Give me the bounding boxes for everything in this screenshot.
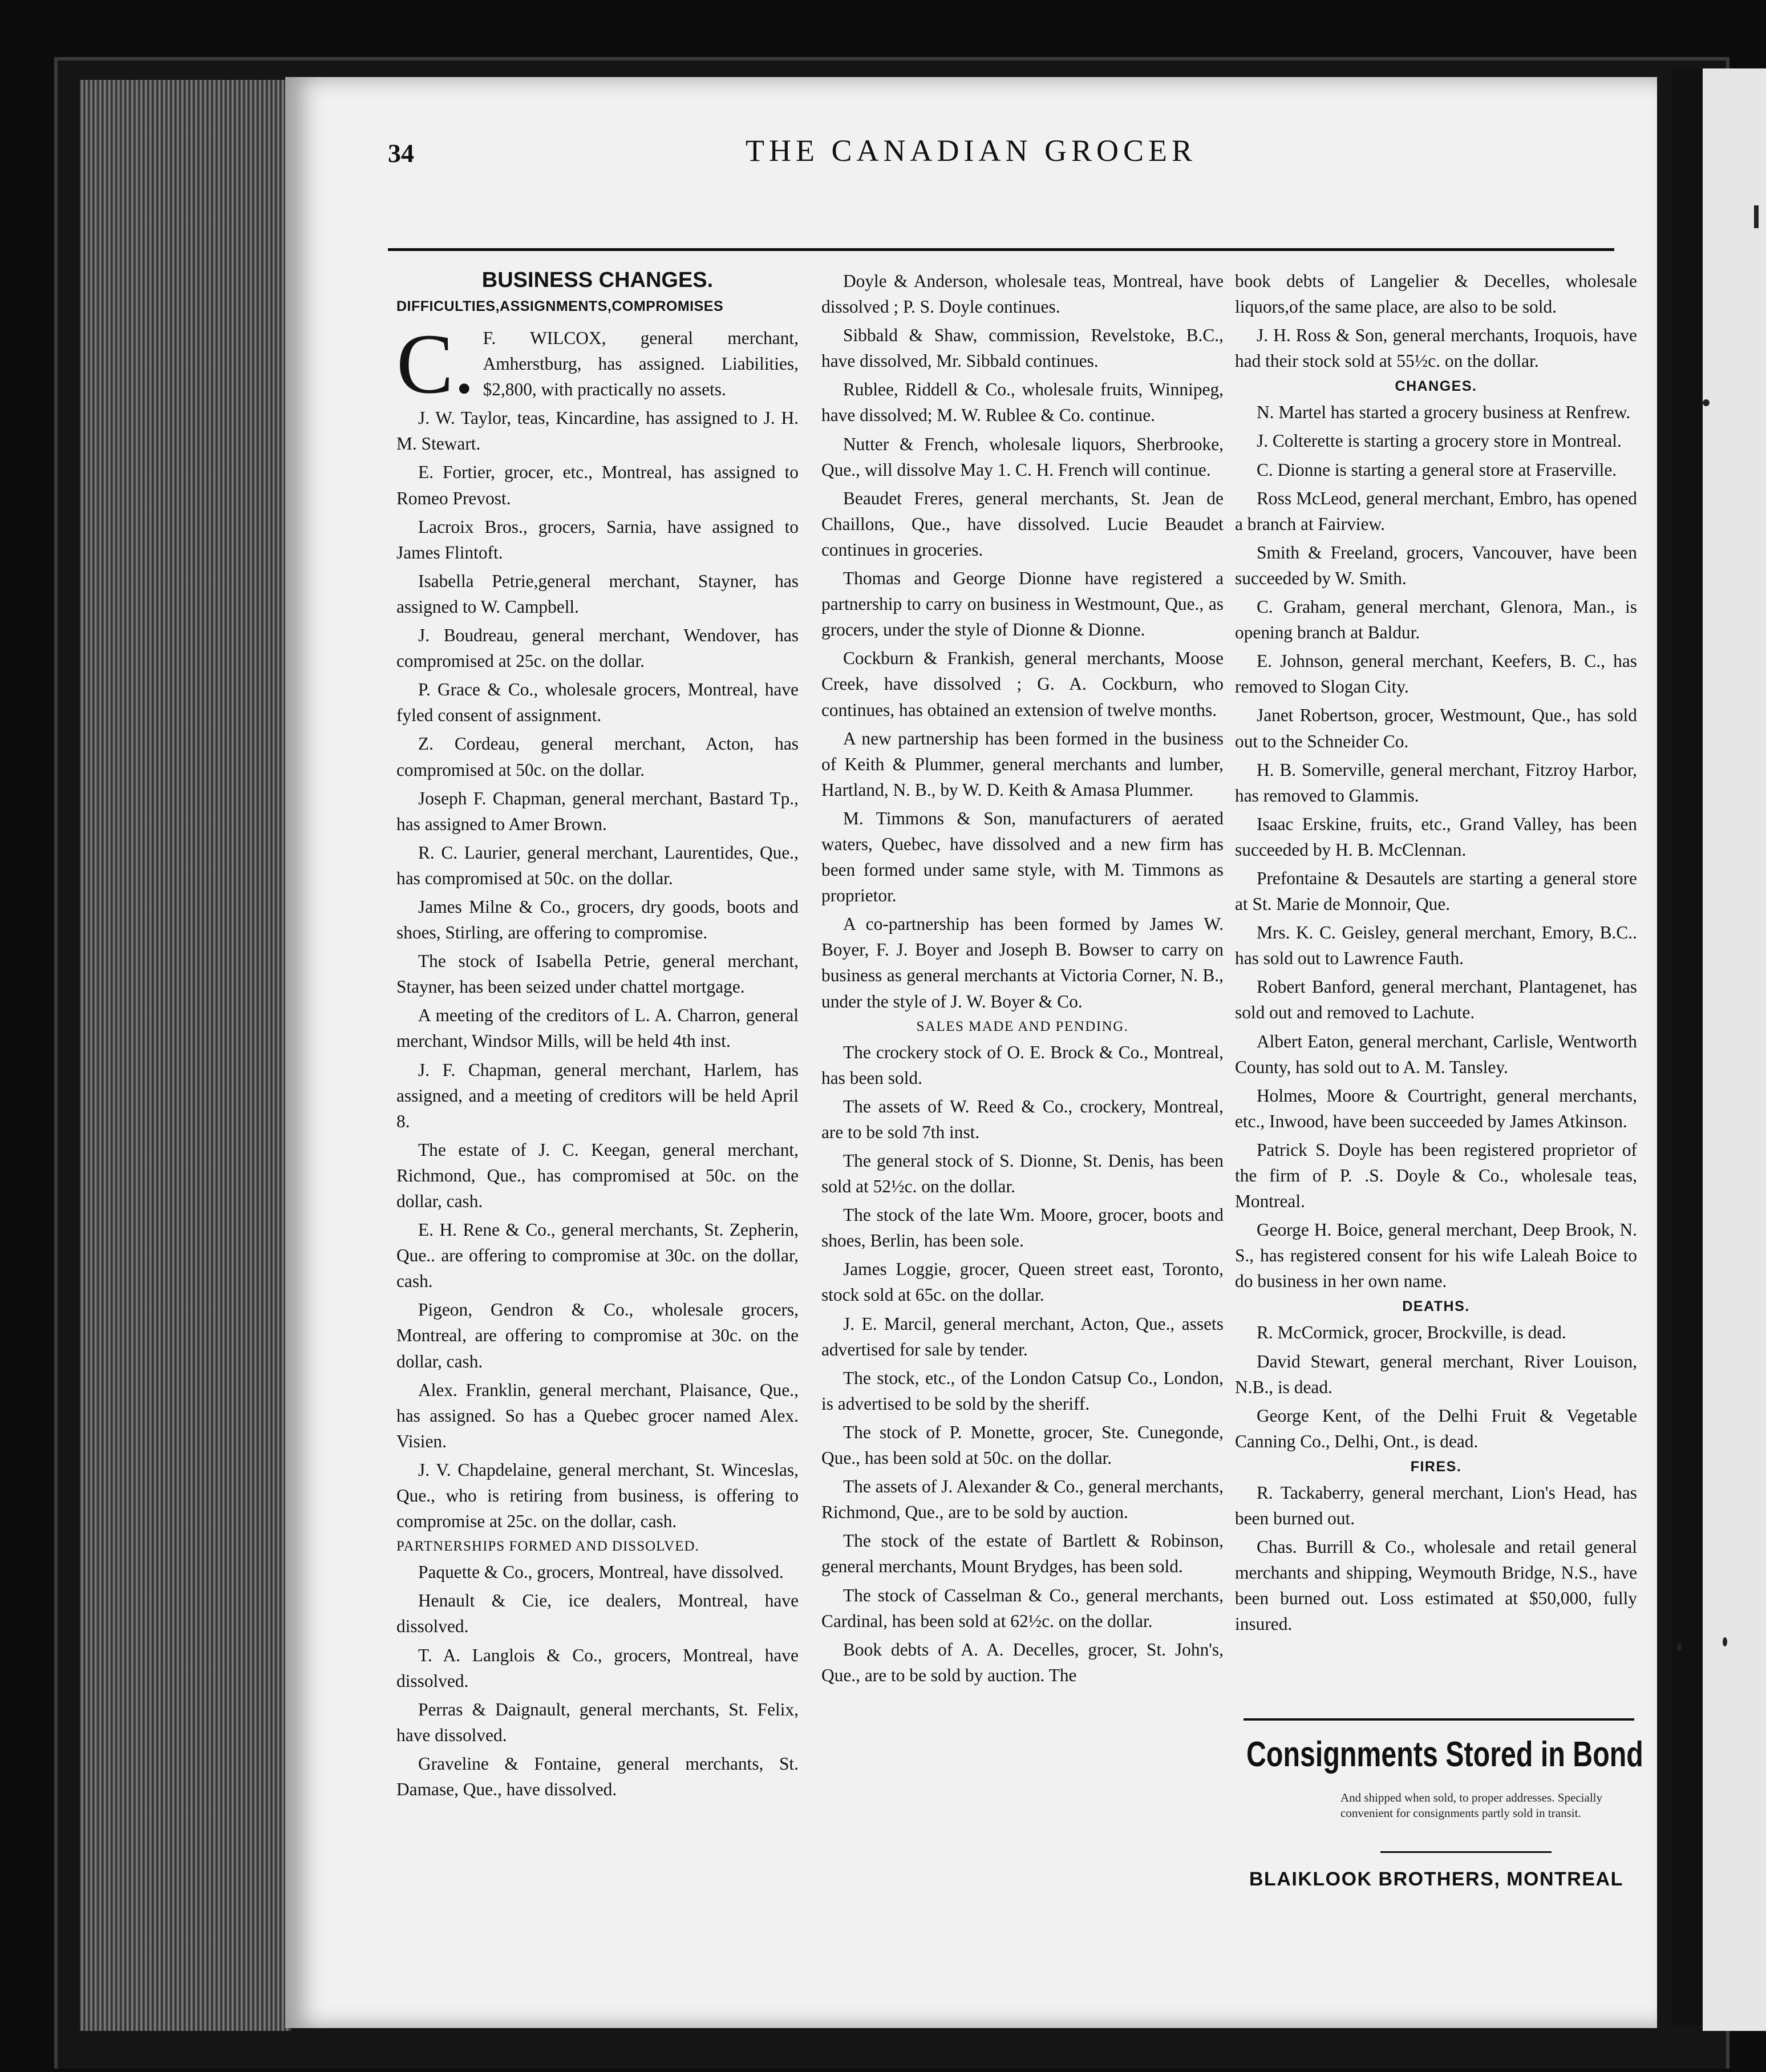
list-item: J. Boudreau, general merchant, Wendover, has compromised at 25c. on the dollar. (396, 625, 799, 671)
list-item: E. H. Rene & Co., general merchants, St. Zepherin, Que.. are offering to compromise at 30c. on the dollar, cash. (396, 1220, 799, 1292)
list-item: Patrick S. Doyle has been registered proprietor of the firm of P. .S. Doyle & Co., wholesale teas, Montreal. (1235, 1139, 1637, 1212)
list-item: Paquette & Co., grocers, Montreal, have dissolved. (418, 1562, 784, 1583)
list-item: A meeting of the creditors of L. A. Charron, general merchant, Windsor Mills, will be held 4th inst. (396, 1005, 799, 1051)
list-item: George H. Boice, general merchant, Deep Brook, N. S., has registered consent for his wife Laleah Boice to do business in her own name. (1235, 1220, 1637, 1292)
list-item: Doyle & Anderson, wholesale teas, Montreal, have dissolved ; P. S. Doyle continues. (821, 271, 1224, 317)
section-heading: BUSINESS CHANGES. (481, 268, 714, 292)
list-item: Beaudet Freres, general merchants, St. Jean de Chaillons, Que., have dissolved. Lucie Beaudet continues in groceries. (821, 488, 1224, 560)
list-item: Holmes, Moore & Courtright, general merchants, etc., Inwood, have been succeeded by James Atkinson. (1235, 1085, 1637, 1131)
advertisement-top-rule (1244, 1718, 1634, 1721)
list-item: A new partnership has been formed in the business of Keith & Plummer, general merchants and lumber, Hartland, N. B., by W. D. Keith & Amasa Plummer. (821, 728, 1224, 800)
list-item: J. Colterette is starting a grocery store in Montreal. (1257, 431, 1622, 451)
list-item: J. H. Ross & Son, general merchants, Iroquois, have had their stock sold at 55½c. on the dollar. (1235, 325, 1637, 371)
entry-list-deaths (1235, 1320, 1637, 1454)
list-item: The general stock of S. Dionne, St. Denis, has been sold at 52½c. on the dollar. (821, 1151, 1224, 1197)
list-item: The stock of Casselman & Co., general merchants, Cardinal, has been sold at 62½c. on the dollar. (821, 1585, 1224, 1631)
list-item: James Milne & Co., grocers, dry goods, boots and shoes, Stirling, are offering to compromise. (396, 896, 799, 943)
list-item: Ross McLeod, general merchant, Embro, has opened a branch at Fairview. (1235, 488, 1637, 534)
section-subheading-deaths: DEATHS. (1402, 1298, 1470, 1315)
list-item: R. McCormick, grocer, Brockville, is dead. (1257, 1322, 1566, 1343)
entry-list (1235, 322, 1637, 374)
continued-entry: book debts of Langelier & Decelles, wholesale liquors,of the same place, are also to be sold. (1235, 271, 1637, 317)
list-item: The stock, etc., of the London Catsup Co., London, is advertised to be sold by the sheriff. (821, 1367, 1224, 1414)
page-number: 34 (388, 139, 414, 168)
list-item: J. W. Taylor, teas, Kincardine, has assigned to J. H. M. Stewart. (396, 408, 799, 454)
masthead-rule (388, 248, 1614, 251)
facing-page-mark (1754, 205, 1759, 228)
list-item: Isaac Erskine, fruits, etc., Grand Valley, has been succeeded by H. B. McClennan. (1235, 814, 1637, 860)
column-3 (1235, 268, 1637, 1640)
list-item: James Loggie, grocer, Queen street east, Toronto, stock sold at 65c. on the dollar. (821, 1259, 1224, 1305)
list-item: E. Fortier, grocer, etc., Montreal, has assigned to Romeo Prevost. (396, 462, 799, 508)
list-item: The assets of W. Reed & Co., crockery, Montreal, are to be sold 7th inst. (821, 1096, 1224, 1142)
list-item: The stock of Isabella Petrie, general merchant, Stayner, has been seized under chattel mortgage. (396, 951, 799, 997)
list-item: C. Graham, general merchant, Glenora, Man., is opening branch at Baldur. (1235, 597, 1637, 643)
list-item: Smith & Freeland, grocers, Vancouver, have been succeeded by W. Smith. (1235, 542, 1637, 588)
column-2 (821, 268, 1224, 1691)
advertisement-title: Consignments Stored in Bond (1246, 1735, 1643, 1774)
advertisement-footer: BLAIKLOOK BROTHERS, MONTREAL (1249, 1868, 1623, 1890)
list-item: The stock of the estate of Bartlett & Robinson, general merchants, Mount Brydges, has been sold. (821, 1531, 1224, 1577)
list-item: N. Martel has started a grocery business at Renfrew. (1257, 402, 1631, 423)
list-item: Chas. Burrill & Co., wholesale and retail general merchants and shipping, Weymouth Bridge, N.S., have been burned out. Loss estimated at $50,000, fully insured. (1235, 1537, 1637, 1634)
list-item: A co-partnership has been formed by James W. Boyer, F. J. Boyer and Joseph B. Bowser to carry on business as general merchants at Victoria Corner, N. B., under the style of J. W. Boyer & Co. (821, 914, 1224, 1011)
list-item: Sibbald & Shaw, commission, Revelstoke, B.C., have dissolved, Mr. Sibbald continues. (821, 325, 1224, 371)
list-item: The stock of P. Monette, grocer, Ste. Cunegonde, Que., has been sold at 50c. on the dollar. (821, 1422, 1224, 1468)
section-subheading-fires: FIRES. (1410, 1458, 1462, 1475)
first-entry (396, 317, 799, 411)
list-item: R. C. Laurier, general merchant, Laurentides, Que., has compromised at 50c. on the dollar. (396, 842, 799, 888)
list-item: E. Johnson, general merchant, Keefers, B. C., has removed to Slogan City. (1235, 651, 1637, 697)
list-item: C. Dionne is starting a general store at Fraserville. (1257, 459, 1617, 480)
list-item: Book debts of A. A. Decelles, grocer, St. John's, Que., are to be sold by auction. The (821, 1639, 1224, 1685)
list-item: R. Tackaberry, general merchant, Lion's Head, has been burned out. (1235, 1482, 1637, 1529)
entry-list-changes (1235, 399, 1637, 1294)
first-entry-text: F. WILCOX, general merchant, Amherstburg, has assigned. Liabilities, $2,800, with practically no assets. (483, 328, 799, 400)
list-item: Prefontaine & Desautels are starting a general store at St. Marie de Monnoir, Que. (1235, 868, 1637, 914)
list-item: Graveline & Fontaine, general merchants, St. Damase, Que., have dissolved. (396, 1753, 799, 1799)
list-item: David Stewart, general merchant, River Louison, N.B., is dead. (1235, 1351, 1637, 1397)
entry-list-sales (821, 1039, 1224, 1688)
section-subheading-partnerships: PARTNERSHIPS FORMED AND DISSOLVED. (396, 1539, 699, 1555)
list-item: T. A. Langlois & Co., grocers, Montreal, have dissolved. (396, 1645, 799, 1691)
facing-page-edge (1703, 68, 1766, 2031)
list-item: The assets of J. Alexander & Co., general merchants, Richmond, Que., are to be sold by auction. (821, 1476, 1224, 1523)
list-item: J. E. Marcil, general merchant, Acton, Que., assets advertised for sale by tender. (821, 1313, 1224, 1359)
list-item: Thomas and George Dionne have registered a partnership to carry on business in Westmount, Que., as grocers, under the style of Dionne & Dionne. (821, 568, 1224, 640)
list-item: Mrs. K. C. Geisley, general merchant, Emory, B.C.. has sold out to Lawrence Fauth. (1235, 922, 1637, 969)
list-item: Lacroix Bros., grocers, Sarnia, have assigned to James Flintoft. (396, 516, 799, 562)
list-item: Nutter & French, wholesale liquors, Sherbrooke, Que., will dissolve May 1. C. H. French will continue. (821, 434, 1224, 480)
advertisement-divider (1380, 1851, 1552, 1853)
list-item: Alex. Franklin, general merchant, Plaisance, Que., has assigned. So has a Quebec grocer named Alex. Visien. (396, 1379, 799, 1451)
entry-list-partnerships (396, 1559, 799, 1802)
entry-list (821, 268, 1224, 1014)
list-item: Perras & Daignault, general merchants, St. Felix, have dissolved. (396, 1699, 799, 1745)
list-item: Joseph F. Chapman, general merchant, Bastard Tp., has assigned to Amer Brown. (396, 788, 799, 834)
section-subheading: DIFFICULTIES,ASSIGNMENTS,COMPROMISES (396, 298, 724, 314)
list-item: George Kent, of the Delhi Fruit & Vegetable Canning Co., Delhi, Ont., is dead. (1235, 1405, 1637, 1451)
list-item: The stock of the late Wm. Moore, grocer, boots and shoes, Berlin, has been sole. (821, 1205, 1224, 1251)
list-item: Cockburn & Frankish, general merchants, Moose Creek, have dissolved ; G. A. Cockburn, who continues, has obtained an extension of twelve months. (821, 648, 1224, 720)
book-page-edges (80, 80, 291, 2031)
section-subheading-changes: CHANGES. (1395, 378, 1477, 395)
list-item: The estate of J. C. Keegan, general merchant, Richmond, Que., has compromised at 50c. on the dollar, cash. (396, 1139, 799, 1211)
masthead: THE CANADIAN GROCER (746, 133, 1197, 168)
list-item: Z. Cordeau, general merchant, Acton, has compromised at 50c. on the dollar. (396, 734, 799, 780)
list-item: J. F. Chapman, general merchant, Harlem, has assigned, and a meeting of creditors will be held April 8. (396, 1059, 799, 1131)
book-gutter (1671, 68, 1706, 2025)
list-item: J. V. Chapdelaine, general merchant, St. Winceslas, Que., who is retiring from business, is offering to compromise at 25c. on the dollar, cash. (396, 1459, 799, 1532)
list-item: Albert Eaton, general merchant, Carlisle, Wentworth County, has sold out to A. M. Tansley. (1235, 1031, 1637, 1077)
section-subheading-sales: SALES MADE AND PENDING. (916, 1018, 1129, 1034)
advertisement-text: And shipped when sold, to proper addresses. Specially convenient for consignments partly sold in transit. (1340, 1791, 1602, 1820)
list-item: H. B. Somerville, general merchant, Fitzroy Harbor, has removed to Glammis. (1235, 759, 1637, 806)
list-item: The crockery stock of O. E. Brock & Co., Montreal, has been sold. (821, 1042, 1224, 1088)
entry-list-fires (1235, 1480, 1637, 1637)
list-item: Janet Robertson, grocer, Westmount, Que., has sold out to the Schneider Co. (1235, 705, 1637, 751)
list-item: Robert Banford, general merchant, Plantagenet, has sold out and removed to Lachute. (1235, 977, 1637, 1023)
list-item: Henault & Cie, ice dealers, Montreal, have dissolved. (396, 1591, 799, 1637)
entry-list (396, 405, 799, 1534)
list-item: P. Grace & Co., wholesale grocers, Montreal, have fyled consent of assignment. (396, 679, 799, 726)
list-item: Pigeon, Gendron & Co., wholesale grocers, Montreal, are offering to compromise at 30c. on the dollar, cash. (396, 1300, 799, 1371)
list-item: M. Timmons & Son, manufacturers of aerated waters, Quebec, have dissolved and a new firm has been formed under same style, with M. Timmons as proprietor. (821, 808, 1224, 906)
column-1 (396, 268, 799, 1805)
list-item: Isabella Petrie,general merchant, Stayner, has assigned to W. Campbell. (396, 570, 799, 617)
page-speck (1677, 1643, 1682, 1651)
list-item: Rublee, Riddell & Co., wholesale fruits, Winnipeg, have dissolved; M. W. Rublee & Co. continue. (821, 379, 1224, 426)
page-speck (1723, 1637, 1727, 1646)
page-speck (1703, 399, 1710, 406)
drop-cap: C. (396, 317, 475, 411)
